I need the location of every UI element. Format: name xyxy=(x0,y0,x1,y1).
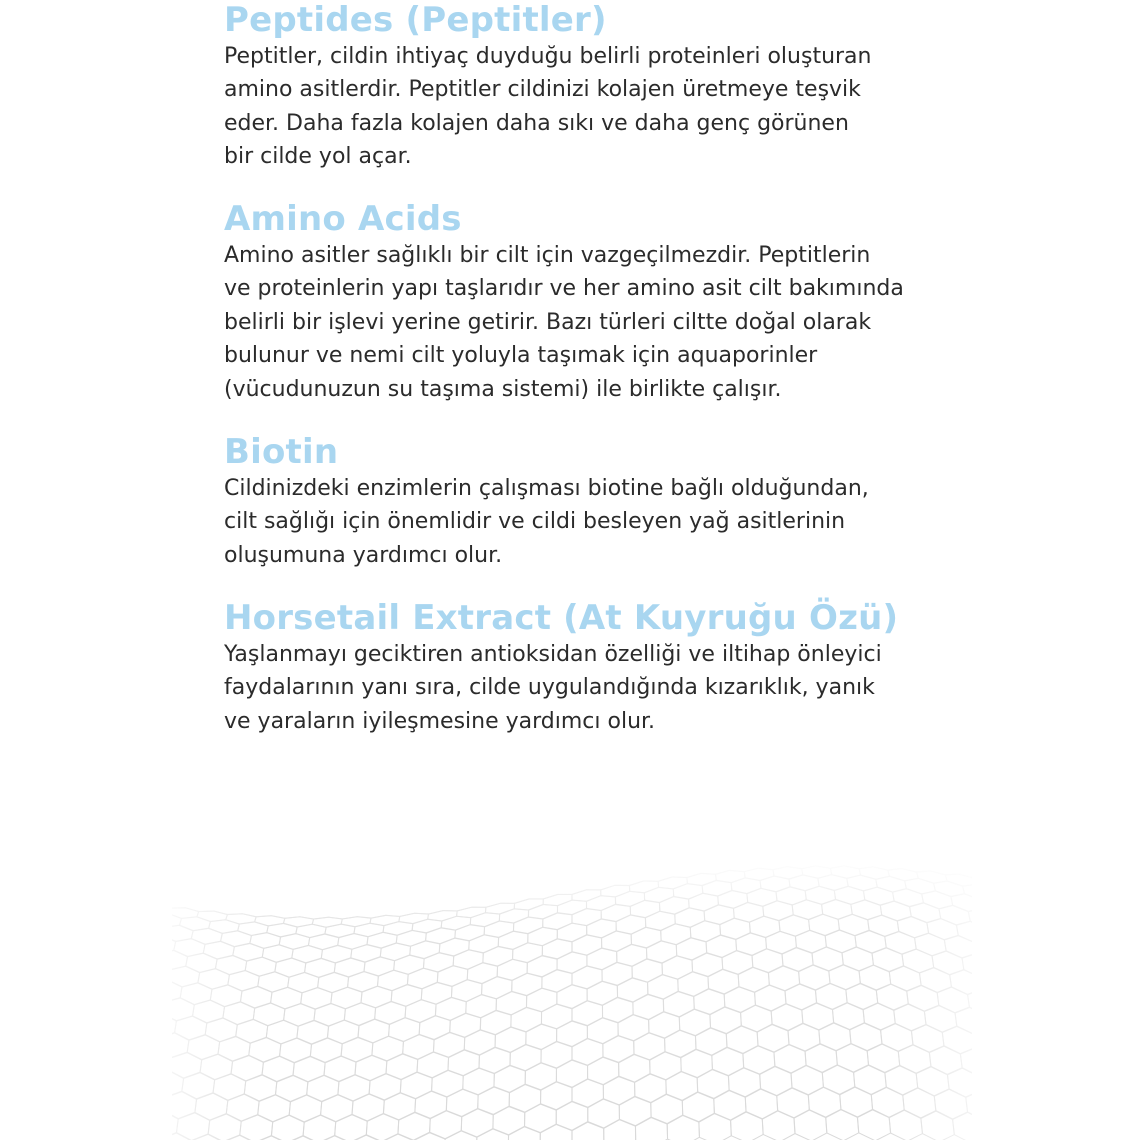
body-line: ve yaraların iyileşmesine yardımcı olur. xyxy=(224,708,656,734)
body-line: cilt sağlığı için önemlidir ve cildi besleyen yağ asitlerinin xyxy=(224,509,846,535)
body-line: belirli bir işlevi yerine getirir. Bazı türleri ciltte doğal olarak xyxy=(224,309,872,335)
section-body xyxy=(224,472,869,572)
section-heading: Horsetail Extract (At Kuyruğu Özü) xyxy=(224,598,899,638)
section-heading: Biotin xyxy=(224,432,339,472)
section-biotin xyxy=(224,432,869,572)
body-line: eder. Daha fazla kolajen daha sıkı ve daha genç görünen xyxy=(224,110,849,136)
section-horsetail-extract xyxy=(224,598,898,738)
body-line: Yaşlanmayı geciktiren antioksidan özelliği ve iltihap önleyici xyxy=(224,642,882,667)
section-heading: Peptides (Peptitler) xyxy=(224,0,607,40)
body-line: amino asitlerdir. Peptitler cildinizi kolajen üretmeye teşvik xyxy=(224,77,861,103)
section-body xyxy=(224,239,904,406)
section-body xyxy=(224,638,898,738)
body-line: (vücudunuzun su taşıma sistemi) ile birlikte çalışır. xyxy=(224,376,782,402)
body-line: bir cilde yol açar. xyxy=(224,144,412,170)
body-line: Peptitler, cildin ihtiyaç duyduğu belirli proteinleri oluşturan xyxy=(224,44,872,69)
body-line: Cildinizdeki enzimlerin çalışması biotine bağlı olduğundan, xyxy=(224,476,869,501)
body-line: oluşumuna yardımcı olur. xyxy=(224,542,503,568)
section-heading: Amino Acids xyxy=(224,199,462,239)
section-peptides xyxy=(224,0,872,174)
body-line: faydalarının yanı sıra, cilde uygulandığında kızarıklık, yanık xyxy=(224,675,875,701)
section-amino-acids xyxy=(224,199,904,406)
body-line: ve proteinlerin yapı taşlarıdır ve her amino asit cilt bakımında xyxy=(224,276,904,302)
section-body xyxy=(224,40,872,174)
body-line: bulunur ve nemi cilt yoluyla taşımak için aquaporinler xyxy=(224,343,818,369)
body-line: Amino asitler sağlıklı bir cilt için vazgeçilmezdir. Peptitlerin xyxy=(224,243,871,268)
hexagon-mesh-icon xyxy=(172,860,972,1140)
